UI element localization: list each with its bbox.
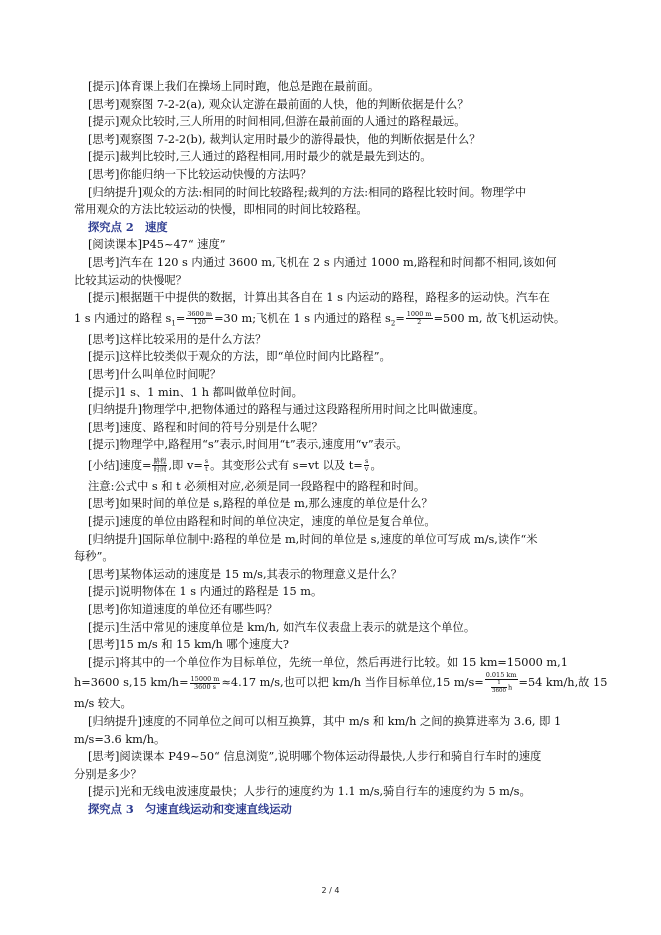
text-line: [提示]生活中常见的速度单位是 km/h, 如汽车仪表盘上表示的就是这个单位。 xyxy=(88,620,476,634)
page-number: 2 / 4 xyxy=(321,886,340,895)
conversion-line: h=3600 s,15 km/h= $\frac{15000 m}{3600 s}$ ≈4.17 m/s,也可以把 km/h 当作目标单位,15 m/s= 0.015 km $\frac{1}{3600}$ h =54 km/h,故 15 xyxy=(74,670,608,694)
text-line: [思考]观察图 7-2-2(a), 观众认定游在最前面的人快，他的判断依据是什么？ xyxy=(88,97,469,111)
text-line: 每秒”。 xyxy=(74,550,114,564)
text-line: [提示]体育课上我们在操场上同时跑，他总是跑在最前面。 xyxy=(88,80,380,93)
fraction: $\frac{1000 m}{2}$ xyxy=(406,310,432,327)
text-line: m/s=3.6 km/h。 xyxy=(74,732,166,746)
fraction: $\frac{s}{t}$ xyxy=(204,457,209,474)
document-body xyxy=(74,78,608,819)
section-heading-2: 探究点 2 速度 xyxy=(88,219,168,234)
text-line: [提示]根据题干中提供的数据，计算出其各自在 1 s 内运动的路程，路程多的运动快。汽车在 xyxy=(88,291,550,305)
text-line: [提示]这样比较类似于观众的方法，即“单位时间内比路程”。 xyxy=(88,350,391,364)
text-line: [提示]速度的单位由路程和时间的单位决定，速度的单位是复合单位。 xyxy=(88,515,436,529)
text-line: [思考]你能归纳一下比较运动快慢的方法吗？ xyxy=(88,167,312,181)
text-line: [提示]将其中的一个单位作为目标单位，先统一单位，然后再进行比较。如 15 km=15000 m,1 xyxy=(88,655,568,669)
text-line: [提示]观众比较时,三人所用的时间相同,但游在最前面的人通过的路程最远。 xyxy=(88,115,466,129)
text-line: [提示]说明物体在 1 s 内通过的路程是 15 m。 xyxy=(88,585,323,599)
text-line: [思考]什么叫单位时间呢？ xyxy=(88,367,222,381)
text-line: [阅读课本]P45~47“ 速度” xyxy=(88,238,226,252)
text-line: [归纳提升]速度的不同单位之间可以相互换算，其中 m/s 和 km/h 之间的换算进率为 3.6, 即 1 xyxy=(88,715,562,728)
fraction: $\frac{s}{v}$ xyxy=(364,457,369,474)
section-heading-3: 探究点 3 匀速直线运动和变速直线运动 xyxy=(88,801,292,816)
text-line: [思考]15 m/s 和 15 km/h 哪个速度大? xyxy=(88,638,289,652)
text-line: [思考]观察图 7-2-2(b), 裁判认定用时最少的游得最快，他的判断依据是什么？ xyxy=(88,132,481,146)
text-line: [思考]某物体运动的速度是 15 m/s,其表示的物理意义是什么？ xyxy=(88,567,403,581)
text-line: [思考]阅读课本 P49~50“ 信息浏览”,说明哪个物体运动得最快,人步行和骑自行车时的速度 xyxy=(88,750,542,764)
fraction: $\frac{15000 m}{3600 s}$ xyxy=(190,674,220,691)
text-line: [思考]这样比较采用的是什么方法？ xyxy=(88,332,267,346)
text-line: 注意:公式中 s 和 t 必须相对应,必须是同一段路程中的路程和时间。 xyxy=(88,479,426,493)
text-line: 常用观众的方法比较运动的快慢，即相同的时间比较路程。 xyxy=(74,203,368,217)
text-line: [提示]光和无线电波速度最快；人步行的速度约为 1.1 m/s,骑自行车的速度约为 5 m/s。 xyxy=(88,785,531,799)
text-line: [提示]物理学中,路程用“s”表示,时间用“t”表示,速度用“v”表示。 xyxy=(88,438,408,452)
text-line: [提示]裁判比较时,三人通过的路程相同,用时最少的就是最先到达的。 xyxy=(88,150,432,164)
fraction: 0.015 km $\frac{1}{3600}$ h xyxy=(485,670,517,694)
text-line: 比较其运动的快慢呢？ xyxy=(74,273,187,287)
text-line: [思考]速度、路程和时间的符号分别是什么呢？ xyxy=(88,420,323,434)
text-line: [归纳提升]国际单位制中:路程的单位是 m,时间的单位是 s,速度的单位可写成 m/s,读作“米 xyxy=(88,532,538,546)
formula-line: [小结]速度= $\frac{\text{路程}}{\text{时间}}$ ,即 v= $\frac{s}{t}$ 。其变形公式有 s=vt 以及 t= $\frac{s}{v}$ 。 xyxy=(88,457,382,474)
fraction: $\frac{\text{路程}}{\text{时间}}$ xyxy=(153,457,167,474)
text-line: [归纳提升]观众的方法:相同的时间比较路程;裁判的方法:相同的路程比较时间。物理学中 xyxy=(88,185,527,199)
text-line: [思考]汽车在 120 s 内通过 3600 m,飞机在 2 s 内通过 1000 m,路程和时间都不相同,该如何 xyxy=(88,255,557,269)
text-line: [思考]如果时间的单位是 s,路程的单位是 m,那么速度的单位是什么？ xyxy=(88,497,433,511)
text-line: m/s 较大。 xyxy=(74,697,132,711)
text-line: [思考]你知道速度的单位还有哪些吗？ xyxy=(88,603,278,617)
calc-line: 1 s 内通过的路程 $s_1=$ $\frac{3600 m}{120}$ =30 m;飞机在 1 s 内通过的路程 $s_2=$ $\frac{1000 m}{2}$ =500 m, 故飞机运动快。 xyxy=(74,310,566,327)
text-line: [归纳提升]物理学中,把物体通过的路程与通过这段路程所用时间之比叫做速度。 xyxy=(88,403,485,417)
fraction: $\frac{3600 m}{120}$ xyxy=(187,310,213,327)
text-line: [提示]1 s、1 min、1 h 都叫做单位时间。 xyxy=(88,385,303,399)
text-line: 分别是多少？ xyxy=(74,767,142,781)
